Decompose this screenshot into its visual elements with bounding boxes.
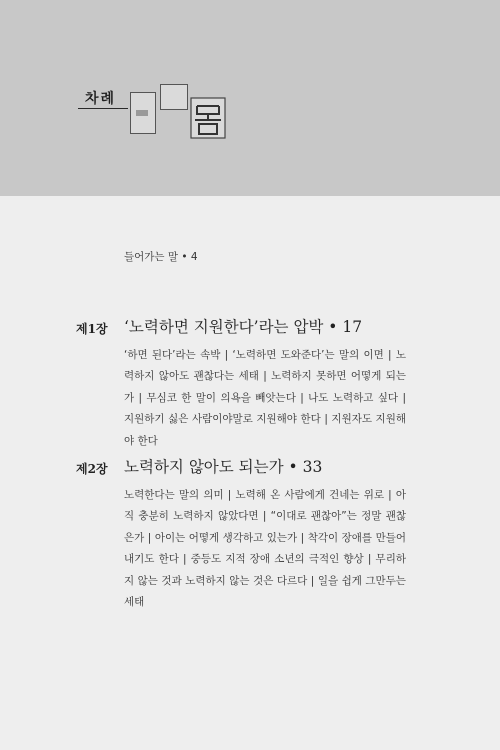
deco-glyph-icon [187, 96, 231, 140]
chapter-2-title[interactable]: 노력하지 않아도 되는가 • 33 [124, 458, 323, 476]
chapter-1-title[interactable]: ‘노력하면 지원한다’라는 압박 • 17 [124, 318, 363, 336]
intro-entry[interactable]: 들어가는 말 • 4 [124, 251, 198, 263]
deco-block-2 [160, 84, 188, 110]
chapter-1-label: 제1장 [76, 322, 108, 336]
header-band [0, 0, 500, 196]
deco-mark-1 [136, 110, 148, 116]
chapter-2-label: 제2장 [76, 462, 108, 476]
chapter-1-description: ‘하면 된다’라는 속박 | ‘노력하면 도와준다’는 말의 이면 | 노력하지 않아도 괜찮다는 세태 | 노력하지 못하면 어떻게 되는가 | 무심코 한 말이 의욕을 빼앗는다 | 나도 노력하고 싶다 | 지원하기 싫은 사람이야말로 지원해야 한다 | 지원자도 지원해야 한다 [124, 349, 406, 447]
title-underline [78, 108, 128, 109]
toc-title: 차례 [85, 91, 117, 107]
chapter-2-description: 노력한다는 말의 의미 | 노력해 온 사람에게 건네는 위로 | 아직 충분히 노력하지 않았다면 | “이대로 괜찮아”는 정말 괜찮은가 | 아이는 어떻게 생각하고 있는가 | 착각이 장애를 만들어 내기도 한다 | 중등도 지적 장애 소년의 극적인 향상 | 무리하지 않는 것과 노력하지 않는 것은 다르다 | 일을 쉽게 그만두는 세태 [124, 489, 406, 609]
